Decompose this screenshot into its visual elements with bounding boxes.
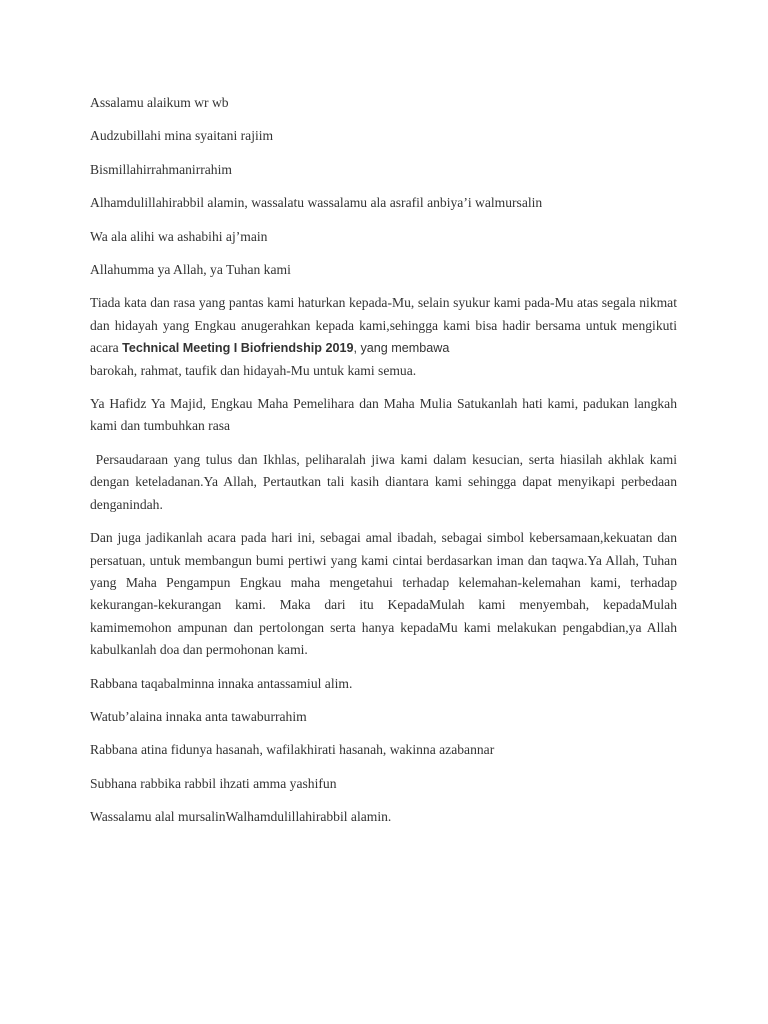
paragraph-closing-1: Rabbana taqabalminna innaka antassamiul alim. (90, 675, 353, 691)
paragraph-greeting: Assalamu alaikum wr wb (90, 95, 229, 110)
document-body (90, 92, 681, 840)
paragraph-basmalah: Bismillahirrahmanirrahim (90, 161, 232, 177)
paragraph-closing-3: Rabbana atina fidunya hasanah, wafilakhirati hasanah, wakinna azabannar (90, 742, 495, 758)
paragraph-hamdalah: Alhamdulillahirabbil alamin, wassalatu wassalamu ala asrafil anbiya’i walmursalin (90, 195, 543, 211)
paragraph-taawudz: Audzubillahi mina syaitani rajiim (90, 128, 274, 144)
paragraph-persaudaraan: Persaudaraan yang tulus dan Ikhlas, peliharalah jiwa kami dalam kesucian, serta hiasilah akhlak kami dengan keteladanan.Ya Allah, Pertautkan tali kasih diantara kami sehingga dapat menyikapi perbedaan denganindah. (90, 451, 681, 512)
paragraph-gratitude-end: barokah, rahmat, taufik dan hidayah-Mu untuk kami semua. (90, 362, 417, 378)
event-name: Technical Meeting I Biofriendship 2019 (122, 341, 354, 356)
paragraph-allahumma: Allahumma ya Allah, ya Tuhan kami (90, 262, 291, 278)
paragraph-amal-ibadah: Dan juga jadikanlah acara pada hari ini, sebagai amal ibadah, sebagai simbol kebersamaan,kekuatan dan persatuan, untuk membangun bumi pertiwi yang kami cintai berdasarkan iman dan taqwa.Ya Allah, Tuhan yang Maha Pengampun Engkau maha mengetahui terhadap kelemahan-kelemahan kami, terhadap kekurangan-kekurangan kami. Maka dari itu KepadaMulah kami menyembah, kepadaMulah kamimemohon ampunan dan pertolongan serta hanya kepadaMu kami melakukan pengabdian,ya Allah kabulkanlah doa dan permohonan kami. (90, 530, 677, 658)
paragraph-gratitude (90, 292, 677, 359)
gratitude-text: Tiada kata dan rasa yang pantas kami haturkan kepada-Mu, selain syukur kami pada-Mu atas segala nikmat dan hidayah yang Engkau anugerahkan kepada kami,sehingga kami bisa hadir bersama untuk mengikuti acara (90, 295, 677, 356)
paragraph-hafidz: Ya Hafidz Ya Majid, Engkau Maha Pemelihara dan Maha Mulia Satukanlah hati kami, padukan langkah kami dan tumbuhkan rasa (90, 396, 677, 434)
paragraph-closing-4: Subhana rabbika rabbil ihzati amma yashifun (90, 775, 337, 791)
paragraph-closing-2: Watub’alaina innaka anta tawaburrahim (90, 708, 307, 724)
paragraph-closing-5: Wassalamu alal mursalinWalhamdulillahirabbil alamin. (90, 809, 392, 825)
paragraph-shalawat: Wa ala alihi wa ashabihi aj’main (90, 228, 268, 244)
gratitude-text-continued: , yang membawa (353, 341, 450, 356)
